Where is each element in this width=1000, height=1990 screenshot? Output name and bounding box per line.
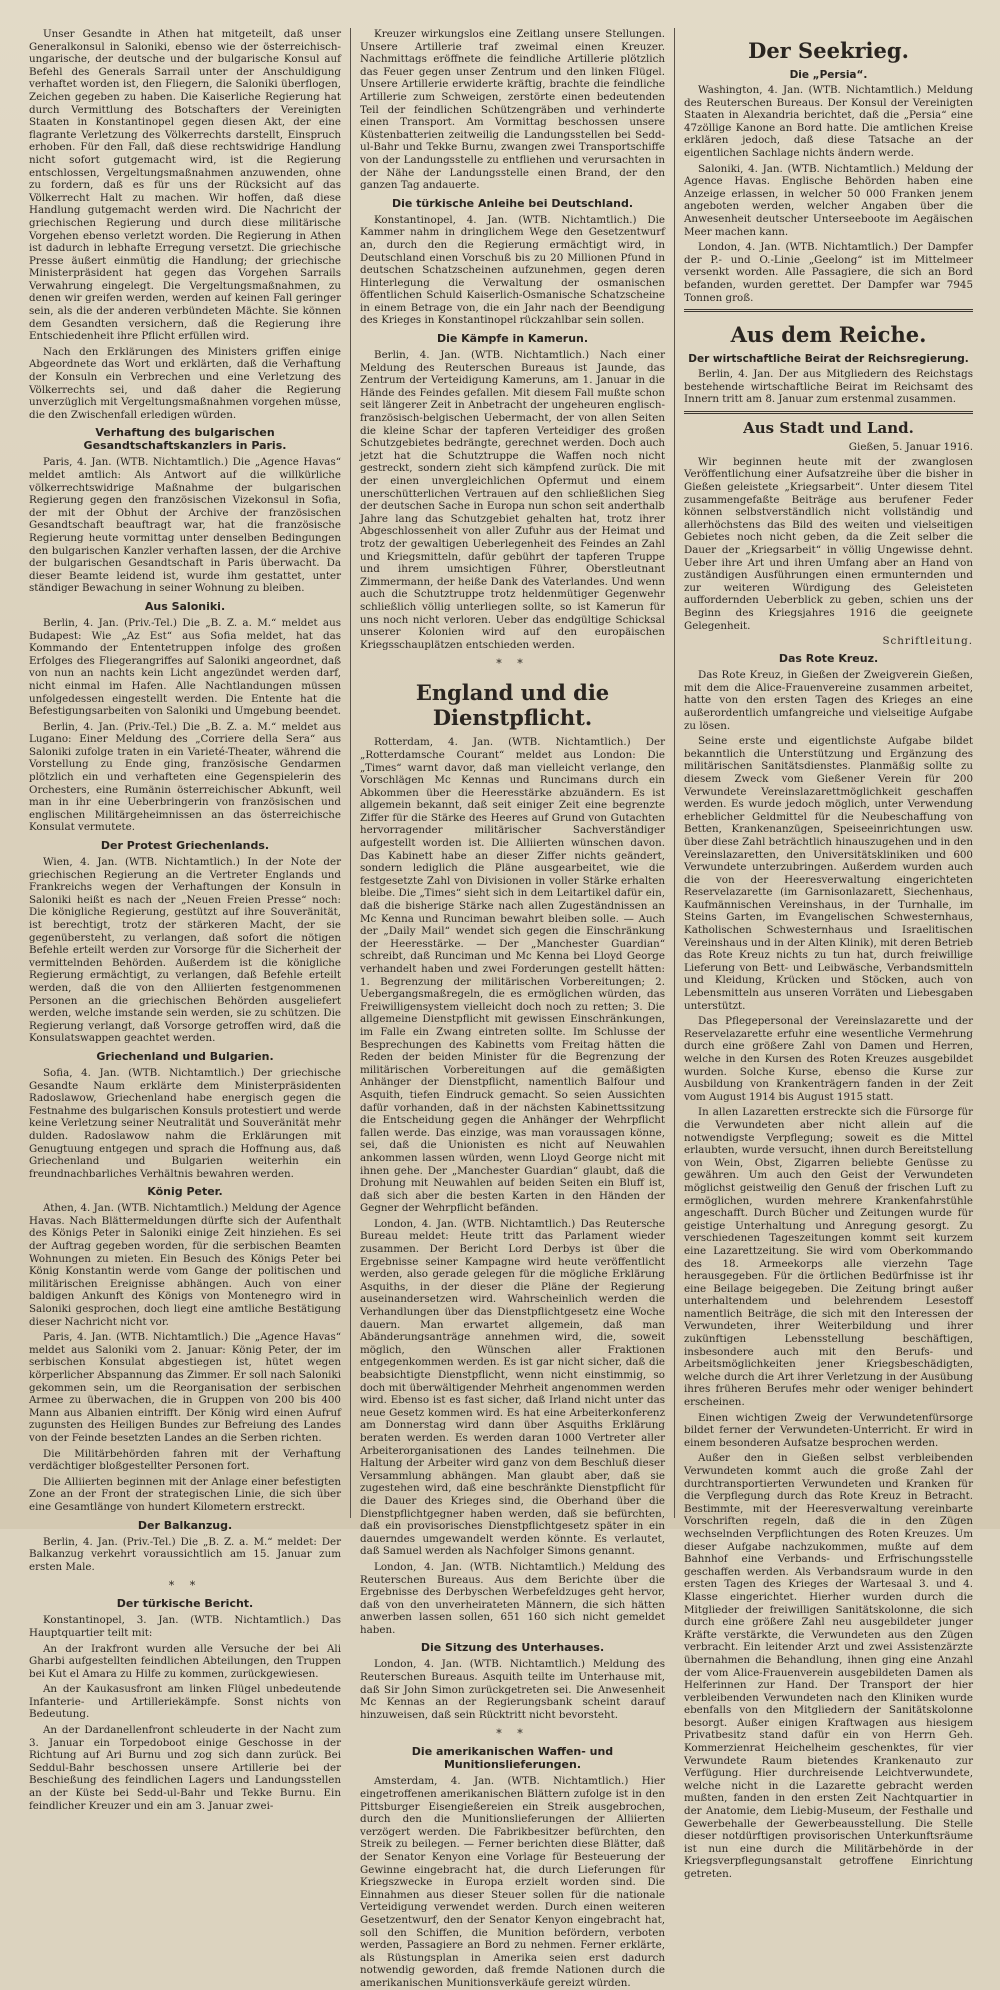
article-paragraph: An der Irakfront wurden alle Versuche der bei Ali Gharbi aufgestellten feindlichen Abteilungen, den Truppen bei Kut el Amara zu Hilfe zu kommen, zurückgewiesen.: [29, 1642, 341, 1680]
asterism-separator: * *: [496, 1727, 529, 1741]
asterism-separator: * *: [496, 657, 529, 671]
article-headline: Die Sitzung des Unterhauses.: [420, 1641, 605, 1655]
article-paragraph: Konstantinopel, 4. Jan. (WTB. Nichtamtlich.) Die Kammer nahm in dringlichem Wege den Gesetzentwurf an, durch den die Regierung ermächtigt wird, in Deutschland einen Vorschuß bis zu 20 Millionen Pfund in deutschen Schatzscheinen aufzunehmen, gegen deren Hinterlegung die Verwaltung der osmanischen öffentlichen Schuld Kaiserlich-Osmanische Schatzscheine in einem Betrage von, die ein Jahr nach der Beendigung des Krieges in Konstantinopel rückzahlbar sein sollen.: [360, 213, 665, 327]
article-paragraph: London, 4. Jan. (WTB. Nichtamtlich.) Meldung des Reuterschen Bureaus. Asquith teilte im Unterhause mit, daß Sir John Simon zurückgetreten sei. Die Anwesenheit Mc Kennas an der Regierungsbank scheint darauf hinzuweisen, daß sein Rücktritt nicht bevorsteht.: [360, 1658, 665, 1721]
dateline: Gießen, 5. Januar 1916.: [848, 440, 973, 453]
column-1: [20, 28, 350, 1812]
article-headline: Der Protest Griechenlands.: [100, 839, 270, 853]
article-paragraph: An der Dardanellenfront schleuderte in der Nacht zum 3. Januar ein Torpedoboot einige Geschosse in der Richtung auf Ari Burnu und zog sich dann zurück. Bei Seddul-Bahr beschossen unsere Artillerie bei der Beschießung des feindlichen Lagers und Landungsstellen an der Küste bei Sedd-ul-Bahr und Tekke Burnu. Ein feindlicher Kreuzer und ein am 3. Januar zwei-: [29, 1724, 341, 1812]
article-paragraph: Das Rote Kreuz, in Gießen der Zweigverein Gießen, mit dem die Alice-Frauenvereine zusammen arbeitet, hatte von den ersten Tagen des Krieges an eine außerordentlich umfangreiche und vielseitige Aufgabe zu lösen.: [684, 669, 973, 732]
article-paragraph: Paris, 4. Jan. (WTB. Nichtamtlich.) Die „Agence Havas“ meldet aus Saloniki vom 2. Januar: König Peter, der im serbischen Konsulat abgestiegen ist, hütet wegen körperlicher Abspannung das Zimmer. Er soll nach Saloniki gekommen sein, um die Reorganisation der serbischen Armee zu überwachen, die in Gruppen von 200 bis 400 Mann aus Albanien eintrifft. Der König wird einen Aufruf zugunsten des Heiligen Bundes zur Befreiung des Landes von der Feinde besetzten Landes an die Serben richten.: [29, 1331, 342, 1444]
article-paragraph: Nach den Erklärungen des Ministers griffen einige Abgeordnete das Wort und erklärten, daß die Verhaftung der Konsuln ein Verbrechen und eine Verletzung des Völkerrechts sei, und daß daher die Regierung unverzüglich mit Vergeltungsmaßnahmen vorgehen müsse, die den Zwischenfall erledigen würden.: [29, 345, 341, 421]
article-paragraph: London, 4. Jan. (WTB. Nichtamtlich.) Meldung des Reuterschen Bureaus. Aus dem Berichte über die Ergebnisse des Derbyschen Werbefeldzuges geht hervor, daß von den unverheirateten Männern, die sich hätten anwerben lassen sollen, 651 160 sich nicht gemeldet haben.: [360, 1560, 665, 1636]
section-title: Der Seekrieg.: [748, 38, 909, 63]
article-headline: König Peter.: [147, 1185, 223, 1199]
article-headline: Das Rote Kreuz.: [778, 652, 879, 666]
article-paragraph: Berlin, 4. Jan. (WTB. Nichtamtlich.) Nach einer Meldung des Reuterschen Bureaus ist Jaunde, das Zentrum der Verteidigung Kameruns, am 1. Januar in die Hände des Feindes gefallen. Mit diesem Fall mußte schon seit längerer Zeit in Anbetracht der ungeheuren englisch-französisch-belgischen Uebermacht, der von allen Seiten die kleine Schar der tapferen Verteidiger des großen Schutzgebietes bedrängte, gerechnet werden. Doch auch jetzt hat die Schutztruppe die Waffen noch nicht gestreckt, sondern zieht sich kämpfend zurück. Die mit der einen unvergleichlichen Opfermut und einem unerschütterlichen Vertrauen auf den schließlichen Sieg der deutschen Sache in Europa nun schon seit anderthalb Jahre lang das Schutzgebiet gehalten hat, trotz ihrer Abgeschlossenheit von aller Zufuhr aus der Heimat und trotz der gewaltigen Ueberlegenheit des Feindes an Zahl und Kriegsmitteln, dafür gebührt der tapferen Truppe und ihrem umsichtigen Führer, Oberstleutnant Zimmermann, der heiße Dank des Vaterlandes. Und wenn auch die Schutztruppe trotz heldenmütiger Gegenwehr schließlich völlig unterliegen sollte, so ist Kamerun für uns noch nicht verloren. Ueber das endgültige Schicksal unserer Kolonien wird auf den europäischen Kriegsschauplätzen entschieden werden.: [360, 349, 665, 651]
article-headline: Die Kämpfe in Kamerun.: [436, 332, 589, 346]
article-paragraph: Athen, 4. Jan. (WTB. Nichtamtlich.) Meldung der Agence Havas. Nach Blättermeldungen dürfte sich der Aufenthalt des Königs Peter in Saloniki einige Zeit hinziehen. Es sei der Auftrag gegeben worden, für die serbischen Beamten Wohnungen zu mieten. Ein Besuch des Königs Peter bei König Konstantin werde vom Gange der politischen und militärischen Ereignisse abhängen. Auch von einer baldigen Ankunft des Königs von Montenegro wird in Saloniki gesprochen, doch liegt eine amtliche Bestätigung dieser Nachricht nicht vor.: [29, 1202, 341, 1328]
article-headline: Griechenland und Bulgarien.: [96, 1049, 274, 1063]
section-title: Aus dem Reiche.: [730, 322, 927, 348]
section-divider: [684, 309, 973, 312]
column-3: [675, 28, 982, 1880]
section-subtitle: Die „Persia“.: [789, 69, 868, 81]
asterism-separator: * *: [168, 1579, 202, 1593]
article-paragraph: London, 4. Jan. (WTB. Nichtamtlich.) Das Reutersche Bureau meldet: Heute tritt das Parlament wieder zusammen. Der Bericht Lord Derbys ist über die Ergebnisse seiner Kampagne wird heute veröffentlicht werden, also gerade gelegen für die mögliche Erklärung Asquiths, in der dieser die Pläne der Regierung auseinandersetzen wird. Wahrscheinlich werden die Verhandlungen über das Dienstpflichtgesetz eine Woche dauern. Man erwartet allgemein, daß man Abänderungsanträge annehmen wird, die, soweit möglich, den Wünschen aller Fraktionen entgegenkommen werden. Es ist gar nicht sicher, daß die beabsichtigte Dienstpflicht, wenn nicht einstimmig, so doch mit überwältigender Mehrheit angenommen werden wird. Ebenso ist es fast sicher, daß Irland nicht unter das neue Gesetz kommen wird. Es hat eine Arbeiterkonferenz am Donnerstag wird dann über Asquiths Erklärung beraten werden. Es werden daran 1000 Vertreter aller Arbeiterorganisationen des Landes teilnehmen. Die Haltung der Arbeiter wird ganz von dem Beschluß dieser Versammlung abhängen. Man glaubt aber, daß sie zugestehen wird, daß eine beschränkte Dienstpflicht für die Dauer des Krieges sind, die Oberhand über die Dienstpflichtgegner haben werden, daß sie befürchten, daß ein provisorisches Dienstpflichtgesetz später in ein dauerndes umgewandelt werden könnte. Es verlautet, daß Samuel werden als Nachfolger Simons genannt.: [360, 1217, 665, 1558]
article-paragraph: In allen Lazaretten erstreckte sich die Fürsorge für die Verwundeten aber nicht allein auf die notwendigste Verpflegung; soweit es die Mittel erlaubten, wurde versucht, ihnen durch Bereitstellung von Wein, Obst, Zigarren beliebte Genüsse zu gewähren. Um auch den Geist der Verwundeten möglichst geistweilig den Genuß der frischen Luft zu ermöglichen, wurden mehrere Krankenfahrstühle angeschafft. Durch Bücher und Zeitungen wurde für geistige Unterhaltung und Anregung gesorgt. Zu verschiedenen Tageszeitungen kommt seit kurzem eine Lazarettzeitung. Sie wird vom Oberkommando des 18. Armeekorps alle vierzehn Tage herausgegeben. Für die örtlichen Bedürfnisse ist ihr eine Beilage beigegeben. Die Zeitung bringt außer unterhaltendem und belehrendem Lesestoff namentlich Beiträge, die sich mit den Interessen der Verwundeten, ihrer Weiterbildung und ihrer zukünftigen Lebensstellung beschäftigen, insbesondere auch mit den Berufs- und Arbeitsmöglichkeiten jener Kriegsbeschädigten, welche durch die Art ihrer Verletzung in der Ausübung ihres früheren Berufes mehr oder weniger behindert erscheinen.: [684, 1106, 973, 1409]
section-title: Aus Stadt und Land.: [743, 418, 914, 437]
article-paragraph: Konstantinopel, 3. Jan. (WTB. Nichtamtlich.) Das Hauptquartier teilt mit:: [29, 1614, 341, 1639]
article-paragraph: An der Kaukasusfront am linken Flügel unbedeutende Infanterie- und Artilleriekämpfe. Sonst nichts von Bedeutung.: [29, 1683, 341, 1721]
article-headline: Der Balkanzug.: [137, 1518, 233, 1532]
article-paragraph: Berlin, 4. Jan. (Priv.-Tel.) Die „B. Z. a. M.“ meldet aus Budapest: Wie „Az Est“ aus Sofia meldet, hat das Kommando der Ententetruppen infolge des großen Erfolges des Fliegerangriffes auf Saloniki angeordnet, daß von nun an nachts kein Licht angezündet werden darf, nicht einmal im Hafen. Alle Nachtlandungen müssen unfolgedessen eingestellt werden. Die Entente hat die Befestigungsarbeiten von Saloniki und Umgebung beendet.: [29, 616, 342, 718]
article-paragraph: Paris, 4. Jan. (WTB. Nichtamtlich.) Die „Agence Havas“ meldet amtlich: Als Antwort auf die willkürliche völkerrechtswidrige Maßnahme der bulgarischen Regierung gegen den französischen Vizekonsul in Sofia, der mit der Obhut der Archive der französischen Gesandtschaft beauftragt war, hat die französische Regierung heute vormittag unter denselben Bedingungen den bulgarischen Kanzler verhaften lassen, der die Archive der bulgarischen Gesandtschaft in Paris überwacht. Da dieser Beamte leidend ist, wurde ihm gestattet, unter ständiger Bewachung in seiner Wohnung zu bleiben.: [29, 456, 341, 595]
article-paragraph: Wir beginnen heute mit der zwanglosen Veröffentlichung einer Aufsatzreihe über die bisher in Gießen geleistete „Kriegsarbeit“. Unter diesem Titel zusammengefaßte Beiträge aus berufener Feder können selbstverständlich nicht vollständig und allerhöchstens das Bild des weiten und vielseitigen Gebietes noch nicht geben, da die Zeit selber die Dauer der „Kriegsarbeit“ in völlig Ungewisse dehnt. Ueber ihre Art und ihren Umfang aber an Hand von zuständigen Ausführungen einen ermunternden und zur weiteren Würdigung des Geleisteten auffordernden Ueberblick zu geben, schien uns der Beginn des Kriegsjahres 1916 die geeignete Gelegenheit.: [684, 455, 973, 632]
article-paragraph: Washington, 4. Jan. (WTB. Nichtamtlich.) Meldung des Reuterschen Bureaus. Der Konsul der Vereinigten Staaten in Alexandria berichtet, daß die „Persia“ eine 47zöllige Kanone an Bord hatte. Die amtlichen Kreise erklären jedoch, daß diese Tatsache an der eigentlichen Sachlage nichts ändern werde.: [684, 84, 973, 159]
article-paragraph: Rotterdam, 4. Jan. (WTB. Nichtamtlich.) Der „Rotterdamsche Courant“ meldet aus London: Die „Times“ warnt davor, daß man vielleicht verlange, den Vorschlägen Mc Kennas und Runcimans durch ein Abkommen über die Heeresstärke abzuändern. Es ist allgemein bekannt, daß seit einiger Zeit eine begrenzte Ziffer für die Stärke des Heeres auf Grund von Gutachten hervorragender militärischer Sachverständiger aufgestellt worden ist. Die Alliierten wünschen davon. Das Kabinett habe an dieser Ziffer nichts geändert, sondern lediglich die Pläne ausgearbeitet, wie die festgesetzte Zahl von Divisionen in voller Stärke erhalten bleibe. Die „Times“ sieht sich in dem Leitartikel dafür ein, daß die bisherige Stärke nach allen Zugeständnissen an Mc Kenna und Runciman bewahrt bleiben solle. — Auch der „Daily Mail“ wendet sich gegen die Einschränkung der Heeresstärke. — Der „Manchester Guardian“ schreibt, daß Runciman und Mc Kenna bei Lloyd George verhandelt haben und zwei Forderungen gestellt hätten: 1. Begrenzung der militärischen Vorbereitungen; 2. Uebergangsmaßregeln, die es ermöglichen würden, das Freiwilligensystem vielleicht doch noch zu retten; 3. Die allgemeine Dienstpflicht mit gewissen Einschränkungen, im Falle ein Zwang eintreten sollte. Im Schlusse der Besprechungen des Kabinetts vom Freitag hätten die Reden der beiden Minister für die Begrenzung der militärischen Vorbereitungen auf die gemäßigten Anhänger der Dienstpflicht, namentlich Balfour und Asquith, tiefen Eindruck gemacht. So seien Aussichten dafür vorhanden, daß in der nächsten Kabinettssitzung die Entscheidung gegen die Anhänger der Wehrpflicht fallen werde. Das einzige, was man voraussagen könne, sei, daß die Unionisten es nicht auf Neuwahlen ankommen lassen würden, wenn Lloyd George nicht mit ihnen gehe. Der „Manchester Guardian“ glaubt, daß die Drohung mit Neuwahlen auf beiden Seiten ein Bluff ist, daß sich aber die besten Karten in den Händen der Gegner der Wehrpflicht befänden.: [360, 736, 665, 1215]
article-paragraph: Unser Gesandte in Athen hat mitgeteilt, daß unser Generalkonsul in Saloniki, ebenso wie der österreichisch-ungarische, der deutsche und der bulgarische Konsul auf Befehl des Generals Sarrail unter der Anschuldigung verhaftet worden ist, den Fliegern, die Saloniki überflogen, Zeichen gegeben zu haben. Die Kaiserliche Regierung hat durch Vermittlung des Botschafters der Vereinigten Staaten in Konstantinopel gegen diesen Akt, der eine flagrante Verletzung des Völkerrechts darstellt, Einspruch erhoben. Für den Fall, daß diese rechtswidrige Handlung nicht sofort gutgemacht wird, ist die Regierung entschlossen, Vergeltungsmaßnahmen anzuwenden, ohne zu fordern, daß es für uns der Rücksicht auf das Völkerrecht Halt zu machen. Wir hoffen, daß diese Handlung gutgemacht werden wird. Die Nachricht der griechischen Regierung und durch diese militärische Vorgehen ebenso verletzt worden. Die Regierung in Athen ist dadurch in lebhafte Erregung versetzt. Die griechische Presse äußert einmütig die Handlung; der griechische Ministerpräsident hat gegen das Vorgehen Sarrails Verwahrung eingelegt. Die Vergeltungsmaßnahmen, zu denen wir greifen werden, werden auf keinen Fall geringer sein, als die der anderen verbündeten Mächte. Sie können dem Gesandten versichern, daß die Regierung ihre Entschiedenheit ihre Pflicht erfüllen wird.: [29, 28, 341, 343]
signature: Schriftleitung.: [882, 635, 973, 648]
column-2: [351, 28, 674, 1989]
article-paragraph: Saloniki, 4. Jan. (WTB. Nichtamtlich.) Meldung der Agence Havas. Englische Behörden haben eine Anzeige erlassen, in welcher 50 000 Franken jenem angeboten werden, welcher Angaben über die Anwesenheit deutscher Unterseeboote im Aegäischen Meer machen kann.: [684, 162, 973, 238]
section-subtitle: Der wirtschaftliche Beirat der Reichsregierung.: [688, 353, 969, 366]
article-paragraph: Das Pflegepersonal der Vereinslazarette und der Reservelazarette erfuhr eine wesentliche Vermehrung durch eine größere Zahl von Damen und Herren, welche in den Kursen des Roten Kreuzes ausgebildet wurden. Solche Kurse, ebenso die Kurse zur Ausbildung von Krankenträgern fanden in der Zeit vom August 1914 bis August 1915 statt.: [684, 1015, 973, 1103]
article-headline: Aus Saloniki.: [144, 599, 226, 613]
article-paragraph: Die Alliierten beginnen mit der Anlage einer befestigten Zone an der Front der strategischen Linie, die sich über eine Gesamtlänge von hundert Kilometern erstreckt.: [29, 1475, 341, 1513]
article-paragraph: Die Militärbehörden fahren mit der Verhaftung verdächtiger bloßgestellter Personen fort.: [29, 1447, 341, 1473]
section-divider: [684, 411, 973, 414]
article-paragraph: Kreuzer wirkungslos eine Zeitlang unsere Stellungen. Unsere Artillerie traf zweimal einen Kreuzer. Nachmittags eröffnete die feindliche Artillerie plötzlich das Feuer gegen unser Zentrum und den linken Flügel. Unsere Artillerie erwiderte kräftig, brachte die feindliche Artillerie zum Schweigen, zerstörte einen bedeutenden Teil der feindlichen Schützengräben und verhinderte einen Transport. Am Vormittag beschossen unsere Küstenbatterien zeitweilig die Landungsstellen bei Sedd-ul-Bahr und Tekke Burnu, zwangen zwei Transportschiffe von der Landungsstelle zu entfliehen und verursachten in der Nähe der Landungsstelle einen Brand, der den ganzen Tag andauerte.: [360, 28, 665, 192]
article-paragraph: Berlin, 4. Jan. Der aus Mitgliedern des Reichstags bestehende wirtschaftliche Beirat im Reichsamt des Innern tritt am 8. Januar zum erstenmal zusammen.: [684, 368, 973, 406]
article-headline: Die amerikanischen Waffen- und Munitionslieferungen.: [411, 1745, 614, 1772]
article-paragraph: Berlin, 4. Jan. (Priv.-Tel.) Die „B. Z. a. M.“ meldet: Der Balkanzug verkehrt voraussichtlich am 15. Januar zum ersten Male.: [29, 1535, 341, 1573]
article-paragraph: Wien, 4. Jan. (WTB. Nichtamtlich.) In der Note der griechischen Regierung an die Vertreter Englands und Frankreichs wegen der Verhaftungen der Konsuln in Saloniki heißt es nach der „Neuen Freien Presse“ noch: Die königliche Regierung, gestützt auf ihre Souveränität, ist berechtigt, trotz der stärkeren Macht, der sie gegenübersteht, zu verlangen, daß sofort die nötigen Befehle erteilt werden zur Vorsorge für die Sicherheit der vermittelnden Behörden. Außerdem ist die königliche Regierung ermächtigt, zu verlangen, daß Befehle erteilt werden, daß die von den Alliierten festgenommenen Personen an die griechischen Behörden ausgeliefert werden, welche imstande sein werden, sie zu schützen. Die Regierung verlangt, daß Vorsorge getroffen wird, daß die Konsulatswappen geachtet werden.: [29, 856, 341, 1045]
section-title: England und die Dienstpflicht.: [415, 680, 610, 731]
article-paragraph: Berlin, 4. Jan. (Priv.-Tel.) Die „B. Z. a. M.“ meldet aus Lugano: Einer Meldung des „Corriere della Sera“ aus Saloniki zufolge traten in ein Varieté-Theater, während die Vorstellung zu Ende ging, französische Gendarmen plötzlich ein und verhafteten eine Gegenspielerin des Orchesters, eine Rumänin österreichischer Abkunft, weil man in ihr eine Ueberbringerin von französischen und englischen Militärgeheimnissen an das österreichische Konsulat vermutete.: [29, 720, 341, 834]
article-paragraph: London, 4. Jan. (WTB. Nichtamtlich.) Der Dampfer der P.- und O.-Linie „Geelong“ ist im Mittelmeer versenkt worden. Alle Passagiere, die sich an Bord befanden, wurden gerettet. Der Dampfer war 7945 Tonnen groß.: [684, 241, 973, 304]
article-paragraph: Einen wichtigen Zweig der Verwundetenfürsorge bildet ferner der Verwundeten-Unterricht. Er wird in einem besonderen Aufsatze besprochen werden.: [684, 1411, 973, 1449]
article-paragraph: Außer den in Gießen selbst verbleibenden Verwundeten kommt auch die große Zahl der durchtransportierten Verwundeten und Kranken für die Verpflegung durch das Rote Kreuz in Betracht. Bestimmte, mit der Heeresverwaltung vereinbarte Vorschriften regeln, daß die in den Zügen wechselnden Verpflichtungen des Roten Kreuzes. Um dieser Aufgabe nachzukommen, mußte auf dem Bahnhof eine Verbands- und Erfrischungsstelle geschaffen werden. Als Verbandsraum wurde in den ersten Tagen des Krieges der Wartesaal 3. und 4. Klasse eingerichtet. Hierher wurden durch die Mitglieder der freiwilligen Sanitätskolonne, die sich durch eine größere Zahl neu ausgebildeter junger Kräfte verstärkte, die Verwundeten aus den Zügen verbracht. Ein leitender Arzt und zwei Assistenzärzte übernahmen die Behandlung, ihnen ging eine Anzahl der vom Alice-Frauenverein ausgebildeten Damen als Helferinnen zur Hand. Der Transport der hier verbleibenden Verwundeten nach den Kliniken wurde ebenfalls von den Mitgliedern der Sanitätskolonne besorgt. Außer einigen Kraftwagen aus hiesigem Privatbesitz stand dafür ein von Herrn Geh. Kommerzienrat Heichelheim geschenktes, für vier Verwundete Raum bietendes Krankenauto zur Verfügung. Hier durchreisende Leichtverwundete, welche nicht in die Lazarette gebracht werden mußten, fanden in den ersten Zeit Nachtquartier in der Anatomie, dem Liebig-Museum, der Festhalle und Gewerbehalle der Gewerbeausstellung. Die Stelle dieser notdürftigen provisorischen Unterkunftsräume ist nun eine durch die Militärbehörde in der Kriegsverpflegungsanstalt getroffene Einrichtung getreten.: [684, 1452, 973, 1880]
article-paragraph: Amsterdam, 4. Jan. (WTB. Nichtamtlich.) Hier eingetroffenen amerikanischen Blättern zufolge ist in den Pittsburger Eisengießereien ein Streik ausgebrochen, durch den die Munitionslieferungen der Alliierten verzögert werden. Die Fabrikbesitzer befürchten, den Streik zu beilegen. — Ferner berichten diese Blätter, daß der Senator Kenyon eine Vorlage für Besteuerung der Gewinne eingebracht hat, die durch Lieferungen für Kriegszwecke in Europa erzielt worden sind. Die Einnahmen aus dieser Steuer sollen für die nationale Verteidigung verwendet werden. Durch einen weiteren Gesetzentwurf, den der Senator Kenyon eingebracht hat, soll den Schiffen, die Munition befördern, verboten werden, Passagiere an Bord zu nehmen. Ferner erklärte, als Rüstungsplan in Amerika seien erst dadurch notwendig geworden, daß fremde Nationen durch die amerikanischen Munitionsverkäufe gereizt würden.: [360, 1775, 665, 1989]
article-headline: Die türkische Anleihe bei Deutschland.: [391, 196, 634, 210]
article-headline: Verhaftung des bulgarischen Gesandtschaftskanzlers in Paris.: [83, 426, 287, 453]
article-paragraph: Seine erste und eigentlichste Aufgabe bildet bekanntlich die Unterstützung und Ergänzung des militärischen Sanitätsdienstes. Planmäßig sollte zu diesem Zweck vom Gießener Verein für 200 Verwundete Vereinslazarettmöglichkeit geschaffen werden. Es wurde jedoch möglich, unter Verwendung erheblicher Geldmittel für die Neubeschaffung von Betten, Krankenanzügen, Speiseeinrichtungen usw. über diese Zahl beträchtlich hinauszugehen und in den Vereinslazaretten, den Universitätskliniken und 600 Verwundete unterzubringen. Außerdem wurden auch die von der Heeresverwaltung eingerichteten Reservelazarette (im Garnisonlazarett, Siechenhaus, Kaufmännischen Vereinshaus, in der Turnhalle, im Steins Garten, im Evangelischen Schwesternhaus, Katholischen Schwesternhaus und Israelitischen Vereinshaus und in der Alten Klinik), mit deren Betrieb das Rote Kreuz nichts zu tun hat, durch freiwillige Lieferung von Bett- und Leibwäsche, Verbandsmitteln und Kleidung, Krücken und Stöcken, auch von Lebensmitteln aus unseren Vorräten und Liebesgaben unterstützt.: [684, 735, 973, 1012]
article-paragraph: Sofia, 4. Jan. (WTB. Nichtamtlich.) Der griechische Gesandte Naum erklärte dem Ministerpräsidenten Radoslawow, Griechenland habe energisch gegen die Festnahme des bulgarischen Konsuls protestiert und werde keine Verletzung seiner Neutralität und Souveränität mehr dulden. Radoslawow nahm die Erklärungen mit Genugtuung entgegen und sprach die Hoffnung aus, daß Griechenland und Bulgarien weiterhin ein freundnachbarliches Verhältnis bewahren werden.: [29, 1066, 341, 1180]
article-headline: Der türkische Bericht.: [116, 1597, 254, 1611]
